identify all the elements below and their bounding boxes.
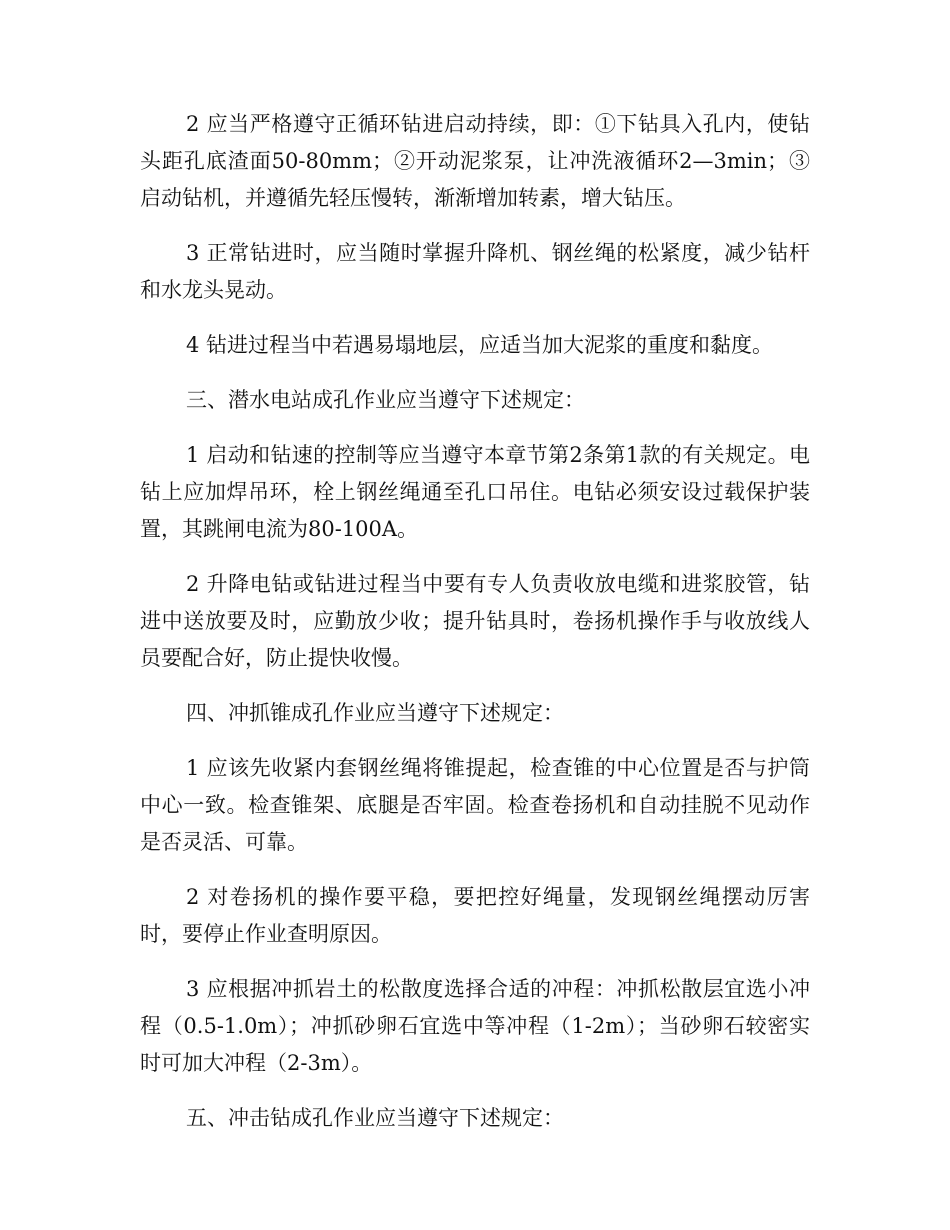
paragraph-10: 3 应根据冲抓岩土的松散度选择合适的冲程：冲抓松散层宜选小冲程（0.5-1.0m）；冲抓砂卵石宜选中等冲程（1-2m）；当砂卵石较密实时可加大冲程（2-3m）。 bbox=[140, 977, 810, 1075]
paragraph-9: 2 对卷扬机的操作要平稳，要把控好绳量，发现钢丝绳摆动厉害时，要停止作业查明原因。 bbox=[140, 885, 810, 946]
section-heading-5: 五、冲击钻成孔作业应当遵守下述规定： bbox=[186, 1106, 564, 1130]
paragraph-1: 2 应当严格遵守正循环钻进启动持续，即：①下钻具入孔内，使钻头距孔底渣面50-80mm；②开动泥浆泵，让冲洗液循环2—3min；③启动钻机，并遵循先轻压慢转，渐渐增加转素，增大钻压。 bbox=[140, 112, 810, 210]
section-heading-4: 四、冲抓锥成孔作业应当遵守下述规定： bbox=[186, 701, 564, 725]
paragraph-6: 2 升降电钻或钻进过程当中要有专人负责收放电缆和进浆胶管，钻进中送放要及时，应勤放少收；提升钻具时，卷扬机操作手与收放线人员要配合好，防止提快收慢。 bbox=[140, 572, 810, 670]
paragraph-8: 1 应该先收紧内套钢丝绳将锥提起，检查锥的中心位置是否与护筒中心一致。检查锥架、底腿是否牢固。检查卷扬机和自动挂脱不见动作是否灵活、可靠。 bbox=[140, 756, 810, 854]
paragraph-2: 3 正常钻进时，应当随时掌握升降机、钢丝绳的松紧度，减少钻杆和水龙头晃动。 bbox=[140, 241, 810, 302]
document-body bbox=[140, 106, 810, 1155]
section-heading-3: 三、潜水电站成孔作业应当遵守下述规定： bbox=[186, 388, 585, 412]
paragraph-3: 4 钻进过程当中若遇易塌地层，应适当加大泥浆的重度和黏度。 bbox=[186, 333, 774, 357]
paragraph-5: 1 启动和钻速的控制等应当遵守本章节第2条第1款的有关规定。电钻上应加焊吊环，栓上钢丝绳通至孔口吊住。电钻必须安设过载保护装置，其跳闸电流为80-100A。 bbox=[140, 443, 810, 541]
